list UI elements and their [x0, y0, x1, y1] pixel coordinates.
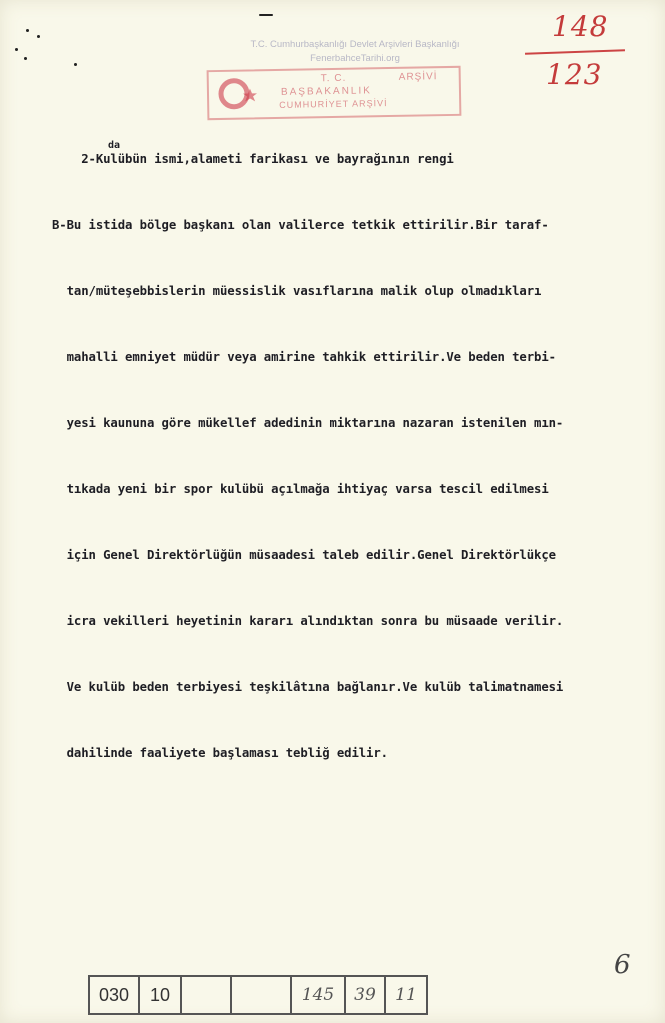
body-line-6: tıkada yeni bir spor kulübü açılmağa ihtiyaç varsa tescil edilmesi — [52, 482, 549, 496]
archive-code-cell: 11 — [384, 975, 428, 1015]
ink-speck — [26, 29, 29, 32]
body-line-10: dahilinde faaliyete başlaması tebliğ edilir. — [52, 746, 388, 760]
archive-code-cell: 145 — [290, 975, 346, 1015]
archive-code-cell — [230, 975, 292, 1015]
archive-code-cell: 030 — [88, 975, 140, 1015]
stamp-line-2: ARŞİVİ — [398, 71, 438, 83]
body-line-3: tan/müteşebbislerin müessislik vasıflarına malik olup olmadıkları — [52, 284, 542, 298]
handwritten-divider-line — [525, 49, 625, 54]
watermark-line-1: T.C. Cumhurbaşkanlığı Devlet Arşivleri Başkanlığı — [250, 39, 460, 50]
ink-speck — [24, 57, 27, 60]
watermark-line-2: FenerbahceTarihi.org — [310, 53, 400, 64]
ink-speck — [15, 48, 18, 51]
archive-code-row — [88, 975, 426, 1015]
body-line-5: yesi kaununa göre mükellef adedinin miktarına nazaran istenilen mın- — [52, 416, 564, 430]
stamp-line-4: CUMHURİYET ARŞİVİ — [279, 98, 388, 110]
archive-code-cell: 10 — [138, 975, 182, 1015]
body-line-2: B-Bu istida bölge başkanı olan valilerce tetkik ettirilir.Bir taraf- — [52, 218, 549, 232]
handwritten-corner-mark: 6 — [614, 950, 631, 980]
stamp-line-1: T. C. — [320, 72, 347, 85]
body-line-8: icra vekilleri heyetinin kararı alındıktan sonra bu müsaade verilir. — [52, 614, 564, 628]
archive-code-cell: 39 — [344, 975, 386, 1015]
body-line-1: 2-Kulübün ismi,alameti farikası ve bayrağının rengi — [52, 152, 454, 166]
ink-speck — [37, 35, 40, 38]
body-line-7: için Genel Direktörlüğün müsaadesi taleb edilir.Genel Direktörlükçe — [52, 548, 556, 562]
body-line-4: mahalli emniyet müdür veya amirine tahkik ettirilir.Ve beden terbi- — [52, 350, 556, 364]
ink-speck — [74, 63, 77, 66]
typed-insertion: da — [108, 140, 121, 151]
ink-speck — [259, 14, 273, 16]
handwritten-number-top: 148 — [552, 10, 609, 43]
archive-code-cell — [180, 975, 232, 1015]
document-body — [52, 104, 652, 786]
stamp-line-3: BAŞBAKANLIK — [280, 85, 372, 98]
body-line-9: Ve kulüb beden terbiyesi teşkilâtına bağlanır.Ve kulüb talimatnamesi — [52, 680, 564, 694]
handwritten-number-bottom: 123 — [546, 58, 603, 91]
